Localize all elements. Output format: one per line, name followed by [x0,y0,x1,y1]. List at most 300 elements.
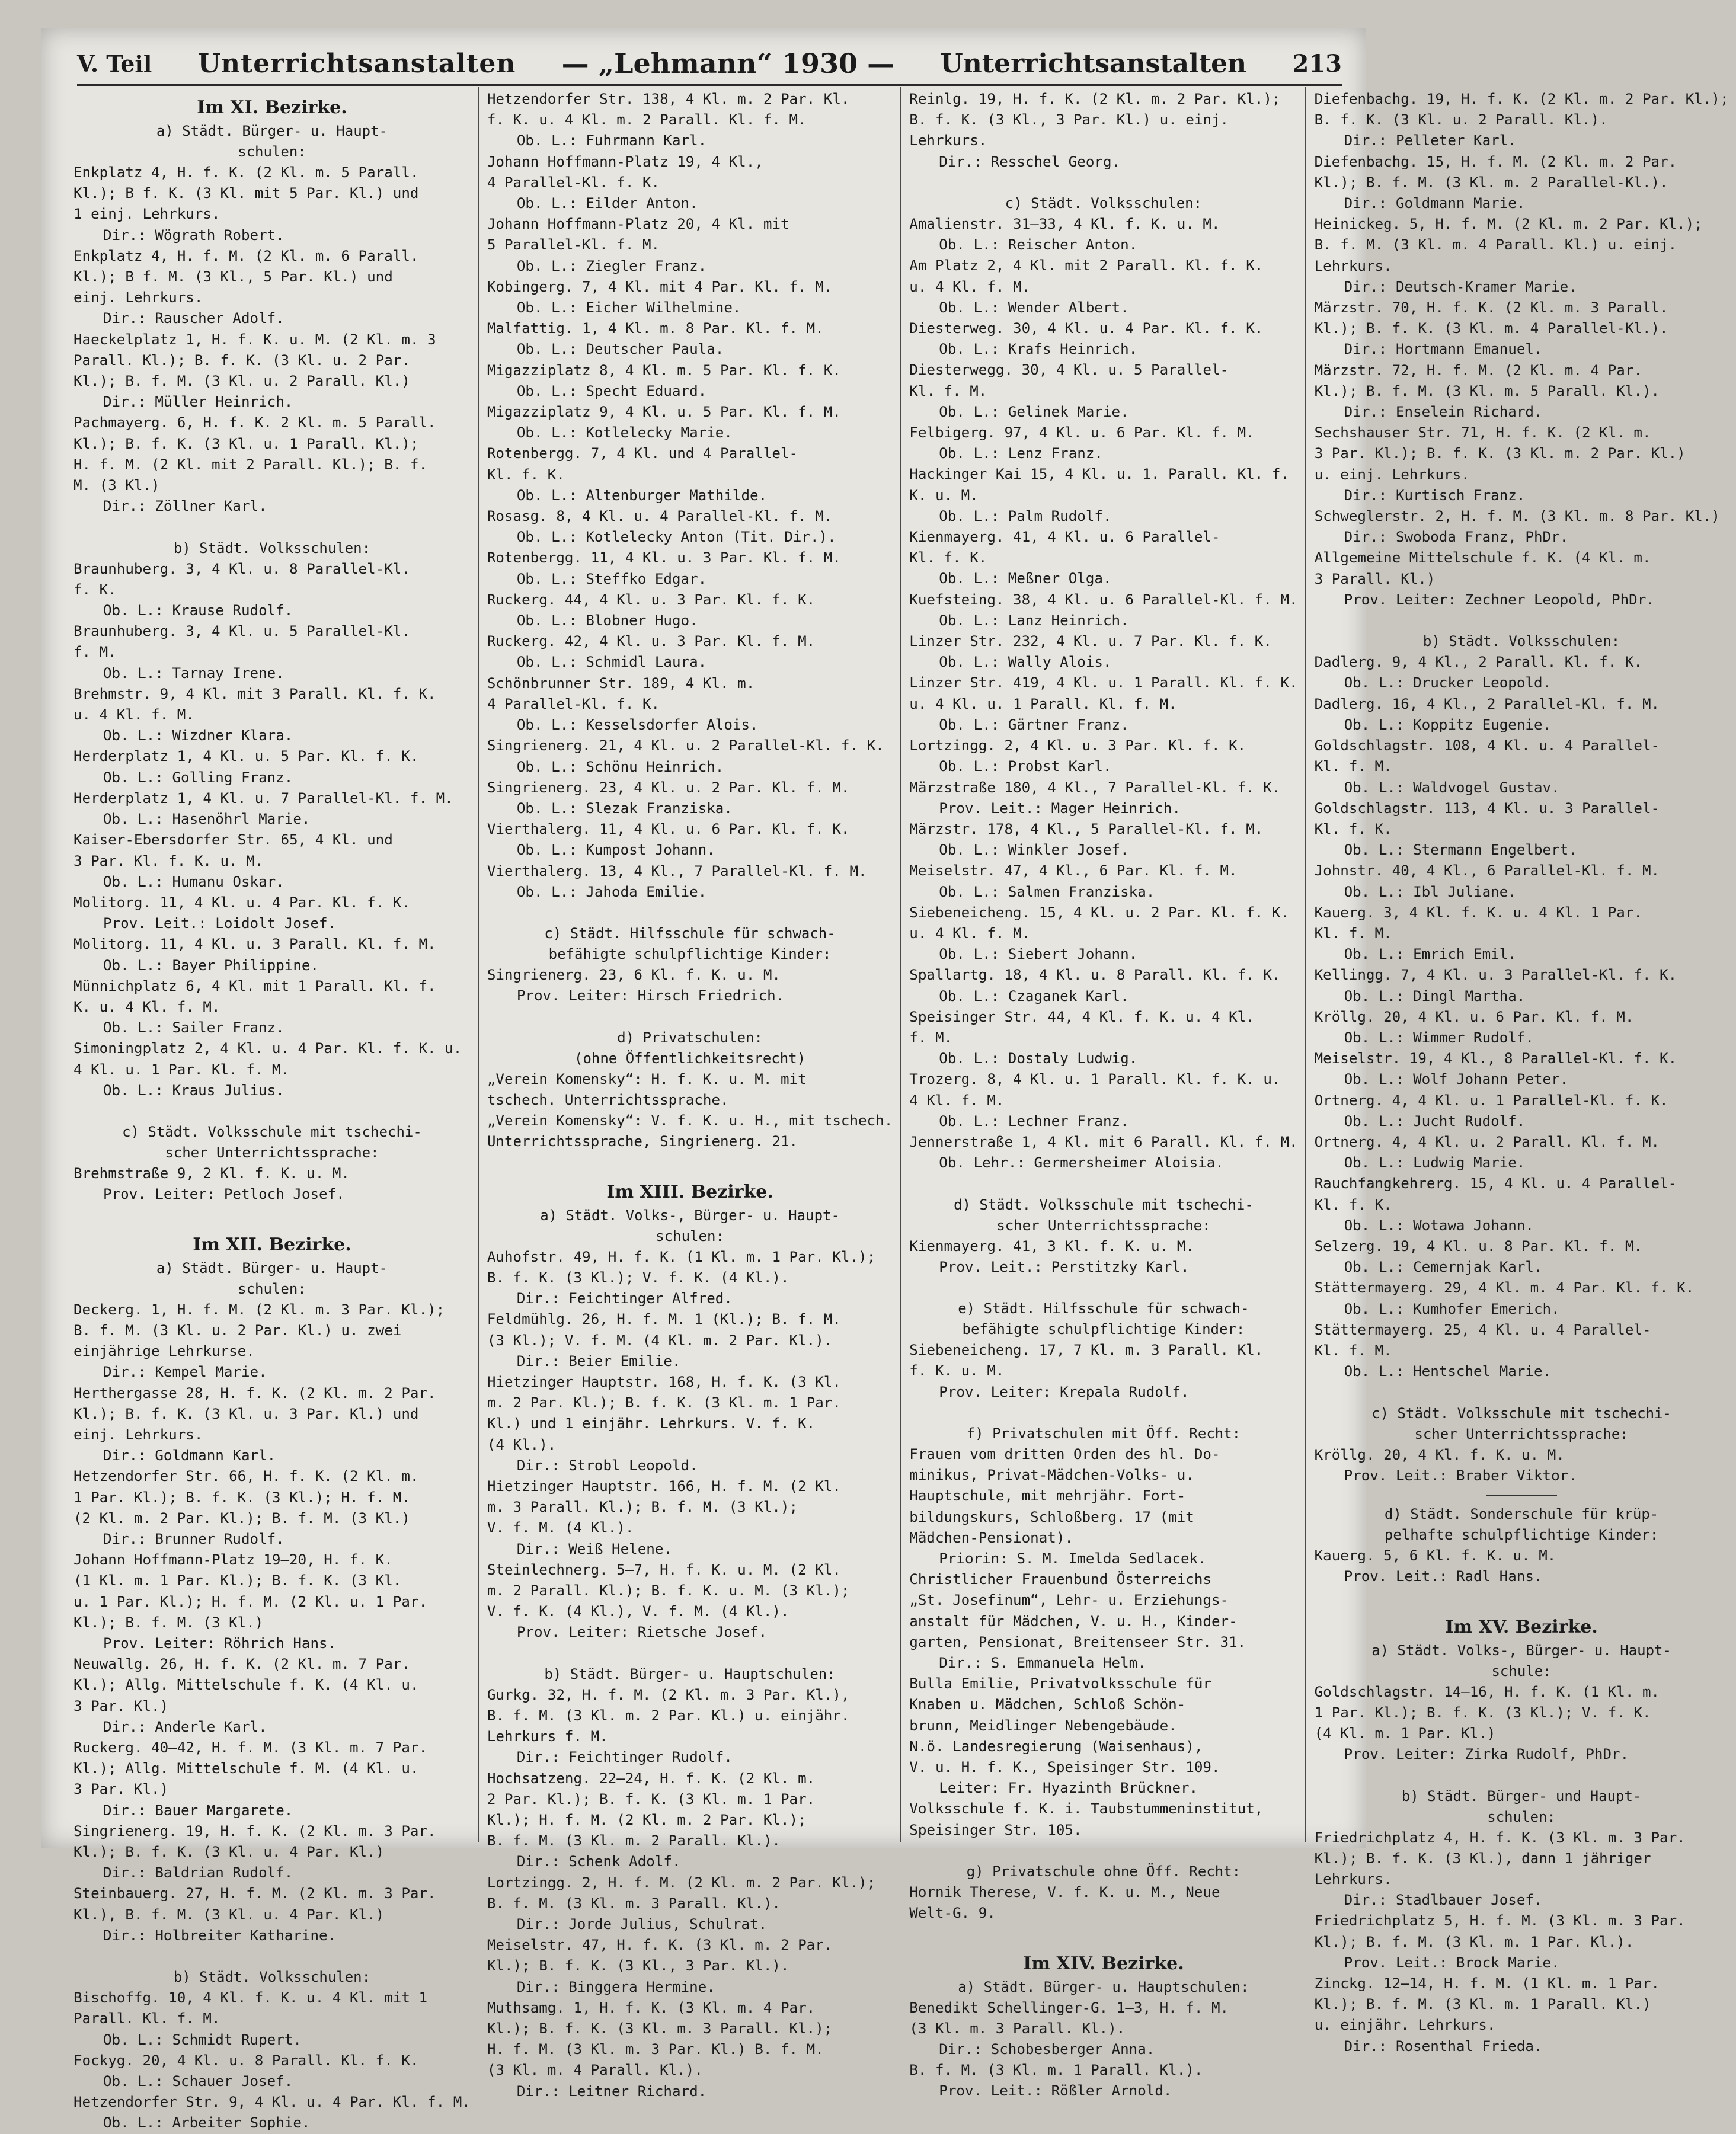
text-line: Kl.); B. f. M. (3 Kl. m. 1 Par. Kl.). [1314,1933,1634,1950]
text-line: Ob. L.: Salmen Franziska. [939,883,1155,900]
subsection-heading: schulen: [656,1227,724,1244]
text-line: Linzer Str. 419, 4 Kl. u. 1 Parall. Kl. f. K. [909,674,1298,692]
text-line: Kl.); H. f. M. (2 Kl. m. 2 Par. Kl.); [487,1812,807,1829]
text-line: Prov. Leiter: Zirka Rudolf, PhDr. [1344,1746,1629,1763]
text-line: Dir.: Goldmann Karl. [103,1447,276,1464]
subsection-heading: schulen: [238,143,306,160]
text-line: 3 Par. Kl. f. K. u. M. [73,852,264,869]
text-line: Dir.: Beier Emilie. [516,1352,681,1370]
text-line: V. f. M. (4 Kl.). [487,1519,634,1537]
column-4 [1305,87,1736,2055]
text-line: Ob. L.: Dostaly Ludwig. [939,1050,1138,1067]
text-line: B. f. M. (3 Kl. m. 4 Parall. Kl.) u. einj. [1314,236,1677,254]
subsection-heading: (ohne Öffentlichkeitsrecht) [574,1050,806,1067]
subsection-heading: befähigte schulpflichtige Kinder: [962,1321,1245,1338]
text-line: Vierthalerg. 11, 4 Kl. u. 6 Par. Kl. f. K. [487,821,850,838]
text-line: f. M. [73,644,117,661]
text-line: Dir.: Rauscher Adolf. [103,310,284,327]
text-line: Migazziplatz 9, 4 Kl. u. 5 Par. Kl. f. M. [487,404,841,421]
text-line: Enkplatz 4, H. f. K. (2 Kl. m. 5 Parall. [73,164,419,181]
text-line: V. f. K. (4 Kl.), V. f. M. (4 Kl.). [487,1603,789,1620]
subsection-heading: befähigte schulpflichtige Kinder: [548,946,832,963]
text-line: Speisinger Str. 44, 4 Kl. f. K. u. 4 Kl. [909,1008,1255,1025]
text-line: m. 2 Parall. Kl.); B. f. K. u. M. (3 Kl.); [487,1582,850,1599]
text-line: Dir.: Müller Heinrich. [103,393,293,411]
text-line: N.ö. Landesregierung (Waisenhaus), [909,1738,1203,1755]
text-line: Dir.: Bauer Margarete. [103,1802,293,1819]
text-line: Hornik Therese, V. f. K. u. M., Neue [909,1884,1220,1901]
text-line: Ob. L.: Humanu Oskar. [103,873,284,890]
text-line: Prov. Leit.: Brock Marie. [1344,1954,1560,1971]
subsection-heading: d) Privatschulen: [617,1029,763,1046]
text-line: Dir.: Binggera Hermine. [516,1978,715,1995]
text-line: Zinckg. 12—14, H. f. M. (1 Kl. m. 1 Par. [1314,1975,1660,1992]
text-line: Dir.: Stadlbauer Josef. [1344,1892,1543,1909]
text-line: Ob. L.: Lechner Franz. [939,1112,1129,1130]
subsection-heading: schulen: [1487,1808,1556,1825]
text-line: Ob. L.: Schönu Heinrich. [516,758,724,775]
text-line: Friedrichplatz 5, H. f. M. (3 Kl. m. 3 Par. [1314,1912,1686,1930]
text-line: Lehrkurs. [1314,1871,1392,1888]
text-line: Ob. L.: Fuhrmann Karl. [516,132,707,149]
text-line: Pachmayerg. 6, H. f. K. 2 Kl. m. 5 Parall. [73,414,436,431]
text-line: Prov. Leit.: Rößler Arnold. [939,2082,1172,2100]
text-line: Ob. L.: Eilder Anton. [516,195,698,212]
text-line: Ob. L.: Eicher Wilhelmine. [516,299,741,316]
text-line: Prov. Leiter: Zechner Leopold, PhDr. [1344,591,1655,608]
divider [1486,1495,1557,1496]
text-line: Braunhuberg. 3, 4 Kl. u. 5 Parallel-Kl. [73,623,410,640]
text-line: Meiselstr. 47, 4 Kl., 6 Par. Kl. f. M. [909,862,1238,879]
text-line: Braunhuberg. 3, 4 Kl. u. 8 Parallel-Kl. [73,560,410,577]
text-line: Ob. L.: Gelinek Marie. [939,403,1129,420]
text-line: (3 Kl. m. 4 Parall. Kl.). [487,2062,703,2079]
text-line: Bischoffg. 10, 4 Kl. f. K. u. 4 Kl. mit 1 [73,1989,428,2007]
text-line: Bulla Emilie, Privatvolksschule für [909,1675,1211,1693]
text-line: Ob. L.: Sailer Franz. [103,1019,284,1036]
text-line: Kobingerg. 7, 4 Kl. mit 4 Par. Kl. f. M. [487,278,833,295]
text-line: Kröllg. 20, 4 Kl. u. 6 Par. Kl. f. M. [1314,1008,1634,1025]
text-line: Meiselstr. 47, H. f. K. (3 Kl. m. 2 Par. [487,1937,833,1954]
text-line: Trozerg. 8, 4 Kl. u. 1 Parall. Kl. f. K. u. [909,1071,1281,1088]
text-line: 2 Par. Kl.); B. f. K. (3 Kl. m. 1 Par. [487,1790,816,1807]
text-line: Dir.: Baldrian Rudolf. [103,1864,293,1882]
text-line: f. K. [73,581,117,598]
text-line: u. einj. Lehrkurs. [1314,466,1470,483]
text-line: Kl.); B. f. M. (3 Kl. m. 1 Parall. Kl.) [1314,1996,1651,2013]
text-line: Kauerg. 5, 6 Kl. f. K. u. M. [1314,1547,1556,1564]
text-line: Ortnerg. 4, 4 Kl. u. 1 Parallel-Kl. f. K. [1314,1092,1668,1109]
text-line: Neuwallg. 26, H. f. K. (2 Kl. m. 7 Par. [73,1656,410,1673]
text-line: Schweglerstr. 2, H. f. M. (3 Kl. m. 8 Par. Kl.) [1314,508,1720,525]
text-line: Goldschlagstr. 113, 4 Kl. u. 3 Parallel- [1314,799,1660,817]
text-line: Herderplatz 1, 4 Kl. u. 5 Par. Kl. f. K. [73,748,419,765]
subsection-heading: scher Unterrichtssprache: [1414,1425,1629,1442]
text-line: Märzstr. 72, H. f. M. (2 Kl. m. 4 Par. [1314,361,1642,379]
text-line: Kl. f. M. [1314,924,1392,942]
text-line: Prov. Leiter: Krepala Rudolf. [939,1383,1190,1400]
text-line: Kl.); B. f. M. (3 Kl. u. 2 Parall. Kl.) [73,373,410,390]
spacer [909,1924,1297,1944]
text-line: Kl. f. K. [487,466,565,483]
text-line: Münnichplatz 6, 4 Kl. mit 1 Parall. Kl. f. [73,977,436,994]
text-line: Dir.: Goldmann Marie. [1344,195,1526,212]
text-line: Kl. f. K. [909,549,987,567]
text-line: Feldmühlg. 26, H. f. M. 1 (Kl.); B. f. M. [487,1311,841,1328]
text-line: 3 Par. Kl.); B. f. K. (3 Kl. m. 2 Par. Kl.) [1314,445,1686,462]
spacer [73,517,471,538]
text-line: Ob. L.: Krafs Heinrich. [939,341,1138,358]
text-line: Siebeneicheng. 15, 4 Kl. u. 2 Par. Kl. f. K. [909,904,1290,921]
text-line: Kl.); B. f. K. (3 Kl. m. 4 Parallel-Kl.). [1314,320,1668,337]
text-line: Benedikt Schellinger-G. 1—3, H. f. M. [909,1999,1229,2016]
text-line: Kaiser-Ebersdorfer Str. 65, 4 Kl. und [73,831,393,849]
text-line: Ob. L.: Czaganek Karl. [939,987,1129,1004]
text-line: Dir.: Swoboda Franz, PhDr. [1344,529,1569,546]
text-line: Ob. L.: Tarnay Irene. [103,664,284,682]
text-line: Kl.); B. f. K. (3 Kl., 3 Par. Kl.). [487,1957,789,1975]
text-line: u. 4 Kl. f. M. [909,924,1031,942]
text-line: Kl.); B. f. K. (3 Kl. u. 3 Par. Kl.) und [73,1405,419,1422]
subsection-heading: a) Städt. Bürger- u. Hauptschulen: [958,1978,1249,1995]
subsection-heading: pelhafte schulpflichtige Kinder: [1384,1527,1659,1543]
district-heading: Im XIII. Bezirke. [606,1181,773,1202]
column-2 [478,87,900,2100]
text-line: Meiselstr. 19, 4 Kl., 8 Parallel-Kl. f. K. [1314,1050,1677,1067]
text-line: 3 Par. Kl.) [73,1697,169,1714]
text-line: Ob. L.: Ibl Juliane. [1344,883,1517,900]
text-line: Dir.: Rosenthal Frieda. [1344,2037,1543,2055]
text-line: Ob. L.: Kotlelecky Anton (Tit. Dir.). [516,529,836,546]
text-line: Ob. Lehr.: Germersheimer Aloisia. [939,1154,1224,1172]
district-heading: Im XI. Bezirke. [197,97,347,118]
text-line: tschech. Unterrichtssprache. [487,1091,729,1108]
spacer [1315,1382,1729,1403]
spacer [909,1278,1297,1298]
text-line: Ob. L.: Lenz Franz. [939,445,1103,462]
text-line: Ob. L.: Wally Alois. [939,654,1112,671]
text-line: anstalt für Mädchen, V. u. H., Kinder- [909,1613,1238,1630]
text-line: Kellingg. 7, 4 Kl. u. 3 Parallel-Kl. f. K. [1314,967,1677,984]
text-line: (1 Kl. m. 1 Par. Kl.); B. f. K. (3 Kl. [73,1572,402,1589]
text-line: Ob. L.: Jucht Rudolf. [1344,1112,1526,1130]
text-line: 3 Parall. Kl.) [1314,570,1436,587]
text-line: Parall. Kl. f. M. [73,2010,220,2027]
text-line: Prov. Leit.: Mager Heinrich. [939,799,1181,817]
text-line: Ob. L.: Stermann Engelbert. [1344,842,1577,859]
spacer [73,1101,471,1122]
text-line: Ob. L.: Jahoda Emilie. [516,883,707,900]
text-line: Ob. L.: Bayer Philippine. [103,956,319,974]
subsection-heading: schule: [1491,1662,1552,1679]
text-line: Reinlg. 19, H. f. K. (2 Kl. m. 2 Par. Kl.); [909,91,1281,107]
text-line: B. f. M. (3 Kl. m. 1 Parall. Kl.). [909,2062,1203,2079]
subsection-heading: b) Städt. Bürger- u. Hauptschulen: [544,1665,836,1682]
text-line: Dir.: Zöllner Karl. [103,498,267,515]
text-line: Sechshauser Str. 71, H. f. K. (2 Kl. m. [1314,424,1651,441]
text-line: Kl.); B f. M. (3 Kl., 5 Par. Kl.) und [73,268,393,286]
text-line: „Verein Komensky“: V. f. K. u. H., mit tschech. [487,1112,893,1130]
subsection-heading: scher Unterrichtssprache: [996,1217,1211,1234]
text-line: Ob. L.: Meßner Olga. [939,570,1112,587]
subsection-heading: a) Städt. Bürger- u. Haupt- [156,123,388,139]
text-line: Johann Hoffmann-Platz 19, 4 Kl., [487,153,763,170]
text-line: Hackinger Kai 15, 4 Kl. u. 1. Parall. Kl. f. [909,466,1290,483]
subsection-heading: a) Städt. Volks-, Bürger- u. Haupt- [540,1207,840,1224]
text-line: Rotenbergg. 7, 4 Kl. und 4 Parallel- [487,445,798,462]
text-line: B. f. K. (3 Kl., 3 Par. Kl.) u. einj. [909,111,1229,129]
text-line: Diesterweg. 30, 4 Kl. u. 4 Par. Kl. f. K. [909,320,1264,337]
text-line: Ruckerg. 40—42, H. f. M. (3 Kl. m. 7 Par. [73,1739,428,1757]
text-line: Siebeneicheng. 17, 7 Kl. m. 3 Parall. Kl. [909,1342,1264,1359]
text-line: Singrienerg. 23, 4 Kl. u. 2 Par. Kl. f. M. [487,779,850,796]
text-line: Ob. L.: Dingl Martha. [1344,987,1526,1004]
text-line: Goldschlagstr. 108, 4 Kl. u. 4 Parallel- [1314,737,1660,754]
text-line: Ob. L.: Koppitz Eugenie. [1344,716,1552,733]
text-line: (4 Kl.). [487,1436,557,1453]
text-line: Friedrichplatz 4, H. f. K. (3 Kl. m. 3 Par. [1314,1829,1686,1846]
column-1 [65,87,478,2132]
page-number: 213 [1292,49,1342,78]
text-line: Ob. L.: Kumpost Johann. [516,842,715,859]
text-line: Johann Hoffmann-Platz 20, 4 Kl. mit [487,216,789,233]
text-line: Diefenbachg. 19, H. f. K. (2 Kl. m. 2 Par. Kl.); [1314,91,1729,107]
text-line: Ob. L.: Wizdner Klara. [103,727,293,744]
text-line: Linzer Str. 232, 4 Kl. u. 7 Par. Kl. f. K. [909,633,1272,650]
text-line: Ob. L.: Slezak Franziska. [516,799,733,817]
text-line: Ob. L.: Krause Rudolf. [103,602,293,619]
text-line: Ob. L.: Schauer Josef. [103,2073,293,2090]
text-line: Schönbrunner Str. 189, 4 Kl. m. [487,674,755,692]
text-line: Ob. L.: Waldvogel Gustav. [1344,779,1560,796]
text-line: Prov. Leiter: Petloch Josef. [103,1186,345,1203]
part-label: V. Teil [77,50,152,77]
text-line: Dir.: Anderle Karl. [103,1718,267,1735]
text-line: Kienmayerg. 41, 4 Kl. u. 6 Parallel- [909,529,1220,546]
text-line: Ob. L.: Golling Franz. [103,769,293,786]
subsection-heading: c) Städt. Volksschulen: [1005,195,1203,212]
text-line: Dir.: Strobl Leopold. [516,1457,698,1474]
text-line: Molitorg. 11, 4 Kl. u. 3 Parall. Kl. f. M. [73,936,436,953]
subsection-heading: f) Privatschulen mit Öff. Recht: [966,1425,1241,1442]
subsection-heading: scher Unterrichtssprache: [165,1144,379,1162]
text-line: m. 2 Par. Kl.); B. f. K. (3 Kl. m. 1 Par. [487,1394,841,1412]
text-line: 1 einj. Lehrkurs. [73,206,220,223]
text-line: (2 Kl. m. 2 Par. Kl.); B. f. M. (3 Kl.) [73,1509,410,1527]
text-line: brunn, Meidlinger Nebengebäude. [909,1717,1177,1734]
subsection-heading: schulen: [238,1280,306,1297]
text-line: Molitorg. 11, 4 Kl. u. 4 Par. Kl. f. K. [73,894,410,911]
subsection-heading: c) Städt. Volksschule mit tschechi- [122,1124,422,1141]
text-line: Fockyg. 20, 4 Kl. u. 8 Parall. Kl. f. K. [73,2052,419,2069]
text-line: Lehrkurs. [1314,257,1392,274]
text-line: 4 Kl. f. M. [909,1092,1005,1109]
text-line: Dir.: Holbreiter Katharine. [103,1927,337,1944]
text-line: Ob. L.: Blobner Hugo. [516,612,698,629]
text-line: m. 3 Parall. Kl.); B. f. M. (3 Kl.); [487,1499,798,1516]
text-line: Ob. L.: Gärtner Franz. [939,716,1129,733]
text-line: Dadlerg. 9, 4 Kl., 2 Parall. Kl. f. K. [1314,654,1642,671]
text-line: Kl. f. K. [1314,1196,1392,1213]
spacer [73,1946,471,1967]
text-line: Dir.: Weiß Helene. [516,1540,672,1557]
text-line: Kröllg. 20, 4 Kl. f. K. u. M. [1314,1446,1565,1463]
text-line: Dir.: Feichtinger Alfred. [516,1290,733,1307]
text-line: Ob. L.: Palm Rudolf. [939,507,1112,524]
text-line: Ob. L.: Kotlelecky Marie. [516,424,733,441]
text-line: Prov. Leit.: Loidolt Josef. [103,915,337,932]
spacer [1315,610,1729,631]
text-line: Rauchfangkehrerg. 15, 4 Kl. u. 4 Parallel- [1314,1175,1677,1192]
text-line: Frauen vom dritten Orden des hl. Do- [909,1445,1220,1463]
text-line: Hetzendorfer Str. 138, 4 Kl. m. 2 Par. Kl. [487,91,850,107]
spacer [1315,1765,1729,1786]
text-line: Brehmstr. 9, 4 Kl. mit 3 Parall. Kl. f. K. [73,685,436,702]
text-line: Kl.); B. f. M. (3 Kl. m. 5 Parall. Kl.). [1314,382,1660,399]
text-line: Singrienerg. 19, H. f. K. (2 Kl. m. 3 Par. [73,1822,436,1839]
text-line: Kl. f. M. [1314,1342,1392,1359]
text-line: Prov. Leit.: Braber Viktor. [1344,1467,1577,1484]
text-line: Jennerstraße 1, 4 Kl. mit 6 Parall. Kl. f. M. [909,1133,1298,1150]
text-line: Kl. f. M. [909,382,987,399]
text-line: Kl.); B. f. M. (3 Kl.) [73,1614,264,1631]
text-line: Ob. L.: Wimmer Rudolf. [1344,1029,1534,1046]
text-line: V. u. H. f. K., Speisinger Str. 109. [909,1759,1220,1776]
text-line: Lehrkurs. [909,132,987,149]
text-line: Kl.); B. f. M. (3 Kl. m. 2 Parallel-Kl.). [1314,174,1668,191]
text-line: Allgemeine Mittelschule f. K. (4 Kl. m. [1314,549,1651,567]
text-columns [65,87,1729,2132]
column-3 [900,87,1305,2100]
text-line: H. f. M. (3 Kl. m. 3 Par. Kl.) B. f. M. [487,2041,824,2058]
text-line: Stättermayerg. 25, 4 Kl. u. 4 Parallel- [1314,1321,1651,1338]
text-line: Herthergasse 28, H. f. K. (2 Kl. m. 2 Par. [73,1384,436,1402]
text-line: Felbigerg. 97, 4 Kl. u. 6 Par. Kl. f. M. [909,424,1255,441]
subsection-heading: d) Städt. Volksschule mit tschechi- [954,1196,1254,1213]
text-line: Rosasg. 8, 4 Kl. u. 4 Parallel-Kl. f. M. [487,508,833,525]
text-line: minikus, Privat-Mädchen-Volks- u. [909,1467,1194,1484]
text-line: B. f. M. (3 Kl. m. 3 Parall. Kl.). [487,1895,781,1912]
subsection-heading: b) Städt. Volksschulen: [173,539,371,556]
text-line: B. f. M. (3 Kl. m. 2 Par. Kl.) u. einjähr. [487,1707,850,1725]
text-line: Dir.: Deutsch-Kramer Marie. [1344,278,1577,295]
text-line: Hauptschule, mit mehrjähr. Fort- [909,1487,1186,1505]
text-line: Ob. L.: Lanz Heinrich. [939,612,1129,629]
text-line: Unterrichtssprache, Singrienerg. 21. [487,1133,798,1150]
text-line: Steinlechnerg. 5—7, H. f. K. u. M. (2 Kl. [487,1561,841,1578]
subsection-heading: e) Städt. Hilfsschule für schwach- [958,1300,1249,1317]
text-line: u. 4 Kl. f. M. [73,706,194,724]
text-line: Kl. f. K. [1314,820,1392,837]
text-line: K. u. 4 Kl. f. M. [73,998,220,1015]
text-line: Spallartg. 18, 4 Kl. u. 8 Parall. Kl. f. K. [909,967,1281,984]
text-line: Priorin: S. M. Imelda Sedlacek. [939,1550,1207,1567]
text-line: Volksschule f. K. i. Taubstummeninstitut, [909,1800,1264,1818]
text-line: Migazziplatz 8, 4 Kl. m. 5 Par. Kl. f. K. [487,361,841,379]
text-line: Kl.); B. f. K. (3 Kl. u. 4 Par. Kl.) [73,1844,385,1861]
text-line: Enkplatz 4, H. f. M. (2 Kl. m. 6 Parall. [73,247,419,264]
district-heading: Im XII. Bezirke. [193,1234,351,1255]
text-line: 5 Parallel-Kl. f. M. [487,236,660,254]
text-line: Simoningplatz 2, 4 Kl. u. 4 Par. Kl. f. K. u. [73,1040,462,1057]
subsection-heading: c) Städt. Hilfsschule für schwach- [544,925,836,942]
text-line: u. 4 Kl. u. 1 Parall. Kl. f. M. [909,695,1177,712]
text-line: u. 1 Par. Kl.); H. f. M. (2 Kl. u. 1 Par. [73,1593,428,1610]
text-line: Lortzingg. 2, H. f. M. (2 Kl. m. 2 Par. Kl.); [487,1874,876,1891]
text-line: Dir.: Leitner Richard. [516,2082,707,2100]
text-line: Ruckerg. 42, 4 Kl. u. 3 Par. Kl. f. M. [487,633,816,650]
text-line: Ob. L.: Ludwig Marie. [1344,1154,1526,1172]
text-line: Ob. L.: Kumhofer Emerich. [1344,1300,1560,1317]
text-line: Kl.), B. f. M. (3 Kl. u. 4 Par. Kl.) [73,1906,385,1923]
text-line: Ob. L.: Cemernjak Karl. [1344,1259,1543,1276]
text-line: Ob. L.: Kesselsdorfer Alois. [516,716,759,734]
text-line: Kl.); B. f. K. (3 Kl. u. 1 Parall. Kl.); [73,435,419,452]
text-line: f. M. [909,1029,953,1046]
text-line: Ob. L.: Hasenöhrl Marie. [103,811,311,828]
text-line: Vierthalerg. 13, 4 Kl., 7 Parallel-Kl. f. M. [487,862,867,879]
subsection-heading: g) Privatschule ohne Öff. Recht: [966,1863,1241,1880]
text-line: 4 Parallel-Kl. f. K. [487,174,660,191]
text-line: Prov. Leit.: Radl Hans. [1344,1568,1543,1585]
text-line: Auhofstr. 49, H. f. K. (1 Kl. m. 1 Par. Kl.); [487,1248,876,1265]
text-line: Märzstr. 70, H. f. K. (2 Kl. m. 3 Parall. [1314,299,1668,316]
text-line: Kl.); B. f. K. (3 Kl.), dann 1 jähriger [1314,1850,1651,1867]
text-line: Brehmstraße 9, 2 Kl. f. K. u. M. [73,1165,350,1182]
text-line: Kl.); Allg. Mittelschule f. K. (4 Kl. u. [73,1677,419,1694]
text-line: Prov. Leiter: Rietsche Josef. [516,1624,768,1641]
text-line: Welt-G. 9. [909,1905,996,1922]
spacer [909,1173,1297,1194]
text-line: 4 Kl. u. 1 Par. Kl. f. M. [73,1061,290,1078]
text-line: Dir.: S. Emmanuela Helm. [939,1655,1146,1672]
text-line: (3 Kl. m. 3 Parall. Kl.). [909,2020,1126,2037]
subsection-heading: d) Städt. Sonderschule für krüp- [1384,1506,1659,1522]
text-line: Dir.: Hortmann Emanuel. [1344,341,1543,358]
text-line: Ob. L.: Schmidt Rupert. [103,2031,302,2048]
text-line: 3 Par. Kl.) [73,1781,169,1798]
text-line: Dir.: Schobesberger Anna. [939,2041,1155,2058]
text-line: Dir.: Enselein Richard. [1344,404,1543,421]
text-line: bildungskurs, Schloßberg. 17 (mit [909,1508,1194,1525]
text-line: (3 Kl.); V. f. M. (4 Kl. m. 2 Par. Kl.). [487,1332,833,1349]
subsection-heading: a) Städt. Volks-, Bürger- u. Haupt- [1371,1642,1671,1659]
district-heading: Im XIV. Bezirke. [1023,1953,1184,1974]
text-line: Johnstr. 40, 4 Kl., 6 Parallel-Kl. f. M. [1314,862,1660,879]
text-line: Ob. L.: Altenburger Mathilde. [516,487,768,504]
text-line: Dir.: Schenk Adolf. [516,1853,681,1870]
text-line: Goldschlagstr. 14—16, H. f. K. (1 Kl. m. [1314,1683,1660,1700]
text-line: Haeckelplatz 1, H. f. K. u. M. (2 Kl. m. 3 [73,331,436,348]
text-line: Ob. L.: Drucker Leopold. [1344,674,1552,692]
text-line: Ob. L.: Reischer Anton. [939,236,1138,254]
text-line: Kl.); B. f. K. (3 Kl. m. 3 Parall. Kl.); [487,2020,833,2037]
text-line: M. (3 Kl.) [73,477,160,494]
text-line: Dir.: Kurtisch Franz. [1344,487,1526,504]
text-line: Ob. L.: Steffko Edgar. [516,570,707,587]
text-line: Hietzinger Hauptstr. 166, H. f. M. (2 Kl. [487,1477,841,1495]
text-line: B. f. K. (3 Kl.); V. f. K. (4 Kl.). [487,1269,789,1286]
text-line: Hochsatzeng. 22—24, H. f. K. (2 Kl. m. [487,1770,816,1787]
text-line: Ob. L.: Specht Eduard. [516,382,707,399]
text-line: Steinbauerg. 27, H. f. M. (2 Kl. m. 3 Par. [73,1885,436,1902]
text-line: Kl.) und 1 einjähr. Lehrkurs. V. f. K. [487,1415,816,1432]
text-line: Malfattig. 1, 4 Kl. m. 8 Par. Kl. f. M. [487,320,824,337]
subsection-heading: b) Städt. Volksschulen: [173,1969,371,1986]
text-line: Kienmayerg. 41, 3 Kl. f. K. u. M. [909,1237,1194,1255]
text-line: Christlicher Frauenbund Österreichs [909,1571,1211,1588]
text-line: K. u. M. [909,487,979,504]
